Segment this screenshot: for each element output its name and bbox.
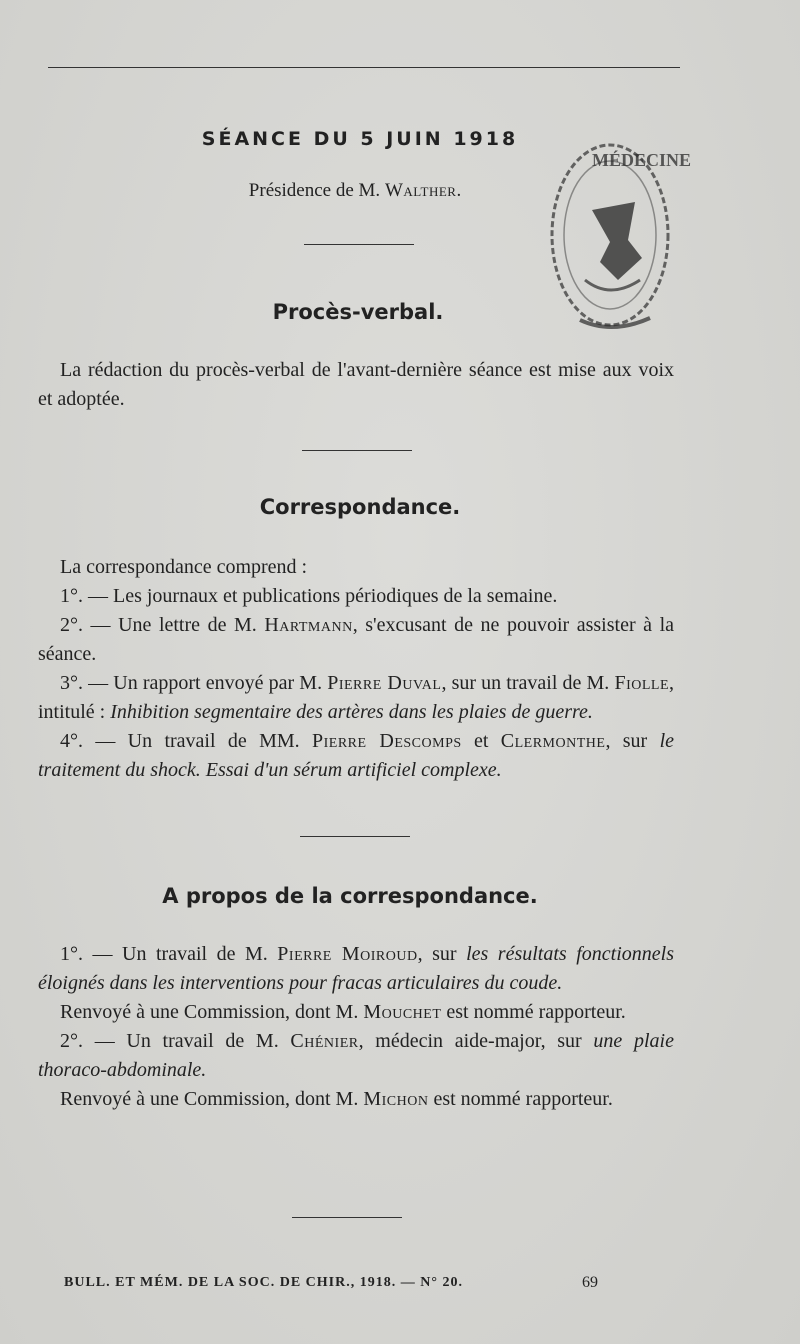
proces-verbal-body	[38, 356, 674, 414]
rapporteur-name: Michon	[363, 1088, 429, 1110]
author-name: Pierre Descomps	[312, 730, 462, 752]
presidence-prefix: Présidence de M.	[248, 180, 385, 201]
author-name: Clermonthe	[500, 730, 606, 752]
a-propos-item-1: 1°. — Un travail de M. Pierre Moiroud, sur les résultats fonctionnels éloignés dans les interventions pour fracas articulaires du coude.	[38, 943, 674, 994]
author-name: Fiolle	[614, 672, 670, 694]
section-rule-3	[300, 836, 410, 837]
top-rule	[48, 67, 680, 68]
author-name: Chénier	[290, 1030, 359, 1052]
rapporteur-name: Mouchet	[363, 1001, 442, 1023]
president-name: Walther	[384, 180, 457, 201]
author-name: Pierre Moiroud	[277, 943, 418, 965]
heading-a-propos: A propos de la correspondance.	[162, 884, 538, 908]
a-propos-item-2: 2°. — Un travail de M. Chénier, médecin aide-major, sur une plaie thoraco-abdominale.	[38, 1030, 674, 1081]
correspondance-body	[38, 553, 674, 785]
a-propos-body	[38, 940, 674, 1114]
correspondance-item-3: 3°. — Un rapport envoyé par M. Pierre Duval, sur un travail de M. Fiolle, intitulé : Inhibition segmentaire des artères dans les plaies de guerre.	[38, 672, 675, 723]
stamp-text-top: MÉDECINE	[592, 150, 692, 170]
journal-footer: BULL. ET MÉM. DE LA SOC. DE CHIR., 1918. — N° 20.	[64, 1275, 463, 1290]
page-number: 69	[582, 1274, 598, 1291]
section-rule-2	[302, 450, 412, 451]
a-propos-renvoi-1: Renvoyé à une Commission, dont M. Mouchet est nommé rapporteur.	[60, 1001, 626, 1023]
work-title: les résultats fonctionnels éloignés dans les interventions pour fracas articulaires du coude.	[38, 943, 674, 994]
section-rule-4	[292, 1217, 402, 1218]
author-name: Pierre Duval	[327, 672, 442, 694]
correspondance-item-2: 2°. — Une lettre de M. Hartmann, s'excusant de ne pouvoir assister à la séance.	[38, 614, 675, 665]
author-name: Hartmann	[264, 614, 353, 636]
work-title: le traitement du shock. Essai d'un sérum artificiel complexe.	[38, 730, 674, 781]
proces-verbal-text: La rédaction du procès-verbal de l'avant-dernière séance est mise aux voix et adoptée.	[38, 359, 674, 410]
presidence-suffix: .	[456, 180, 462, 201]
correspondance-intro: La correspondance comprend :	[60, 556, 308, 578]
section-rule-1	[304, 244, 414, 245]
a-propos-renvoi-2: Renvoyé à une Commission, dont M. Michon est nommé rapporteur.	[60, 1088, 613, 1110]
seance-title: SÉANCE DU 5 JUIN 1918	[201, 128, 519, 150]
correspondance-item-4: 4°. — Un travail de MM. Pierre Descomps et Clermonthe, sur le traitement du shock. Essai d'un sérum artificiel complexe.	[38, 730, 674, 781]
heading-correspondance: Correspondance.	[259, 495, 461, 519]
heading-proces-verbal: Procès-verbal.	[272, 300, 444, 324]
work-title: une plaie thoraco-abdominale.	[38, 1030, 674, 1081]
correspondance-item-1: 1°. — Les journaux et publications périodiques de la semaine.	[60, 585, 558, 607]
work-title: Inhibition segmentaire des artères dans les plaies de guerre.	[110, 701, 593, 723]
